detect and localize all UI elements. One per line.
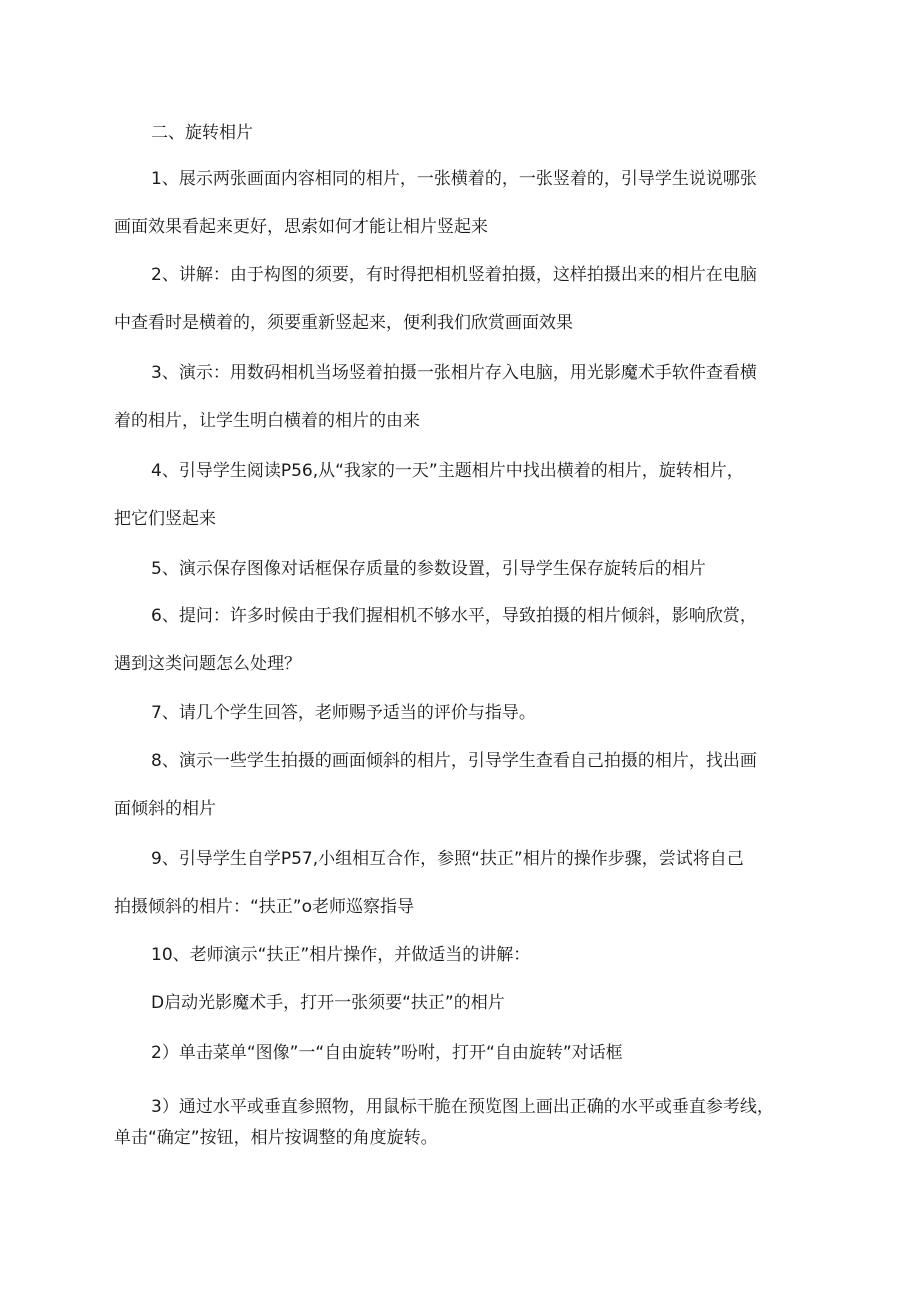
paragraph-item-2	[114, 251, 830, 347]
paragraph-line: 10、老师演示“扶正”相片操作，并做适当的讲解：	[151, 945, 531, 965]
step-line: D启动光影魔术手，打开一张须要“扶正”的相片	[151, 993, 505, 1013]
paragraph-line: 中查看时是横着的，须要重新竖起来，便利我们欣赏画面效果	[114, 313, 573, 333]
paragraph-line: 着的相片，让学生明白横着的相片的由来	[114, 411, 420, 431]
paragraph-line: 把它们竖起来	[114, 509, 216, 529]
paragraph-item-3	[114, 349, 830, 445]
paragraph-line: 1、展示两张画面内容相同的相片，一张横着的，一张竖着的，引导学生说说哪张	[151, 169, 757, 189]
paragraph-line: 3、演示：用数码相机当场竖着拍摄一张相片存入电脑，用光影魔术手软件查看横	[151, 363, 757, 383]
step-line: 3）通过水平或垂直参照物，用鼠标干脆在预览图上画出正确的水平或垂直参考线，	[151, 1097, 774, 1117]
paragraph-item-10	[114, 931, 830, 979]
step-3	[114, 1092, 830, 1154]
step-1	[114, 979, 830, 1027]
step-2	[114, 1029, 830, 1077]
paragraph-line: 4、引导学生阅读P56,从“我家的一天”主题相片中找出横着的相片，旋转相片，	[151, 461, 744, 481]
paragraph-item-4	[114, 447, 830, 543]
paragraph-item-6	[114, 592, 830, 688]
paragraph-line: 7、请几个学生回答，老师赐予适当的评价与指导。	[151, 703, 536, 723]
step-line: 2）单击菜单“图像”一“自由旋转”吩咐，打开“自由旋转”对话框	[151, 1043, 623, 1063]
paragraph-line: 画面效果看起来更好，思索如何才能让相片竖起来	[114, 217, 488, 237]
paragraph-item-9	[114, 835, 830, 931]
paragraph-line: 8、演示一些学生拍摄的画面倾斜的相片，引导学生查看自己拍摄的相片，找出画	[151, 751, 757, 771]
step-line: 单击“确定”按钮，相片按调整的角度旋转。	[114, 1128, 438, 1148]
heading-text: 二、旋转相片	[151, 123, 253, 143]
paragraph-item-8	[114, 737, 830, 833]
section-heading	[114, 109, 830, 157]
paragraph-line: 6、提问：许多时候由于我们握相机不够水平，导致拍摄的相片倾斜，影响欣赏，	[151, 606, 757, 626]
paragraph-item-5	[114, 545, 830, 593]
paragraph-line: 遇到这类问题怎么处理？	[114, 654, 301, 674]
paragraph-item-7	[114, 689, 830, 737]
paragraph-line: 9、引导学生自学P57,小组相互合作，参照“扶正”相片的操作步骤，尝试将自己	[151, 849, 744, 869]
paragraph-line: 拍摄倾斜的相片：“扶正”o老师巡察指导	[114, 897, 415, 917]
paragraph-line: 面倾斜的相片	[114, 799, 216, 819]
paragraph-line: 2、讲解：由于构图的须要，有时得把相机竖着拍摄，这样拍摄出来的相片在电脑	[151, 265, 757, 285]
paragraph-item-1	[114, 155, 830, 251]
paragraph-line: 5、演示保存图像对话框保存质量的参数设置，引导学生保存旋转后的相片	[151, 559, 706, 579]
